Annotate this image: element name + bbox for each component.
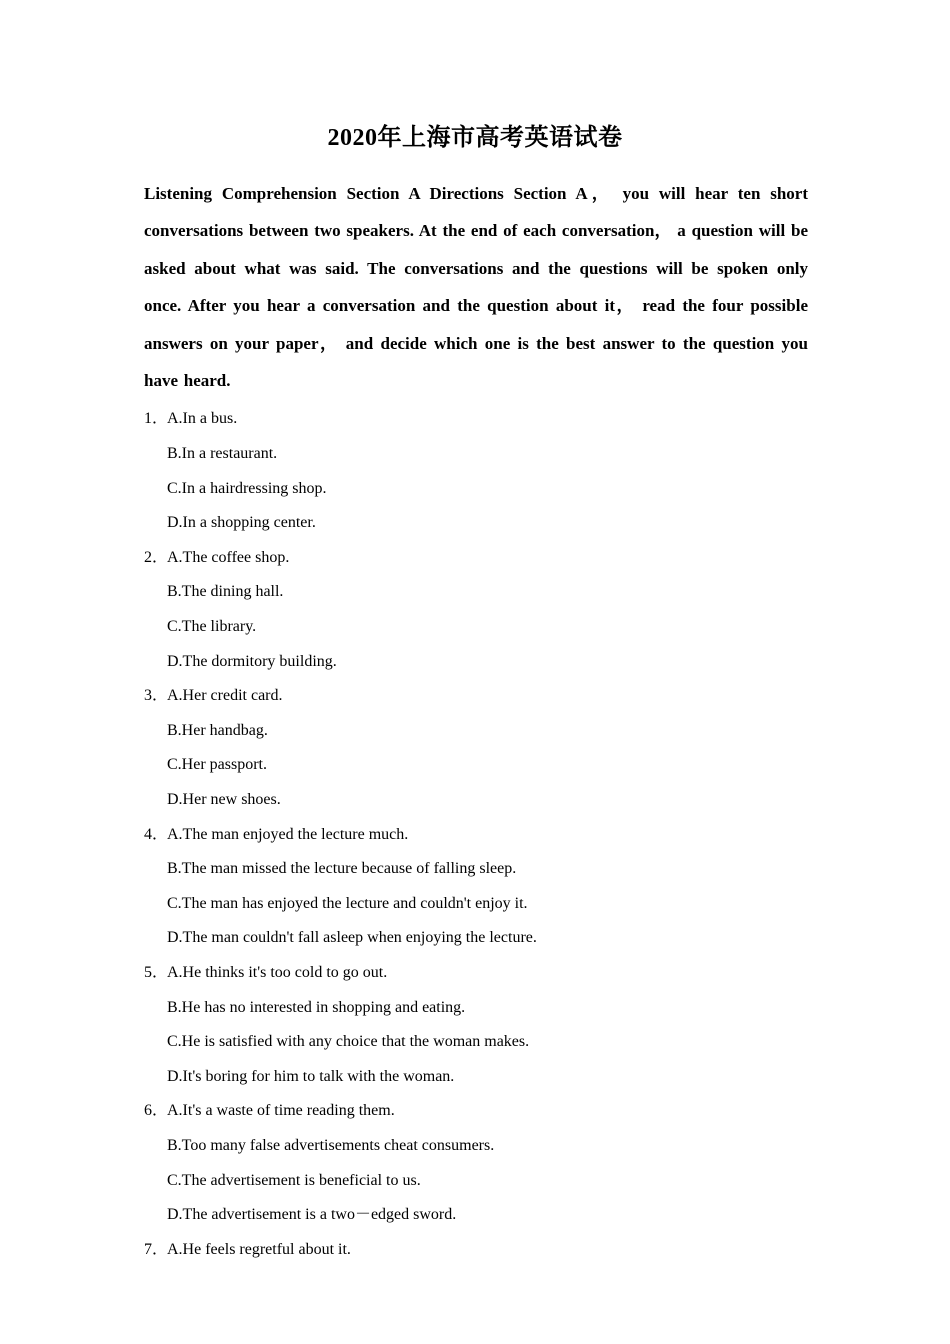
option-line xyxy=(144,852,808,887)
directions-paragraph: Listening Comprehension Section A Directions Section A， you will hear ten short conversations between two speakers. At the end of each conversation， a question will be asked about what was said. The conversations and the questions will be spoken only once. After you hear a conversation and the question about it， read the four possible answers on your paper， and decide which one is the best answer to the question you have heard. xyxy=(144,184,808,391)
option-line xyxy=(144,645,808,680)
option-line xyxy=(144,1164,808,1199)
option-text: D.The man couldn't fall asleep when enjoying the lecture. xyxy=(167,929,537,947)
option-text: B.He has no interested in shopping and eating. xyxy=(167,998,466,1016)
option-line xyxy=(144,1025,808,1060)
option-line xyxy=(144,991,808,1026)
question-number: 5． xyxy=(144,963,169,981)
question-item xyxy=(144,818,808,956)
option-line xyxy=(144,748,808,783)
question-number: 6． xyxy=(144,1102,169,1120)
question-number: 2． xyxy=(144,548,169,566)
option-line xyxy=(144,1094,808,1129)
option-text: A.The man enjoyed the lecture much. xyxy=(167,825,409,843)
option-text: A.It's a waste of time reading them. xyxy=(167,1102,395,1120)
option-text: C.The advertisement is beneficial to us. xyxy=(167,1171,421,1189)
question-number: 1． xyxy=(144,410,169,428)
option-line xyxy=(144,887,808,922)
question-item xyxy=(144,1233,808,1268)
option-text: B.The dining hall. xyxy=(167,583,284,601)
option-line xyxy=(144,1198,808,1233)
option-line xyxy=(144,610,808,645)
question-item xyxy=(144,541,808,679)
option-text: B.Her handbag. xyxy=(167,721,268,739)
option-text: A.He thinks it's too cold to go out. xyxy=(167,963,388,981)
option-text: D.In a shopping center. xyxy=(167,514,316,532)
option-line xyxy=(144,921,808,956)
option-text: A.He feels regretful about it. xyxy=(167,1240,351,1258)
option-text: A.In a bus. xyxy=(167,410,238,428)
option-text: C.The library. xyxy=(167,618,257,635)
option-text: C.He is satisfied with any choice that the woman makes. xyxy=(167,1033,530,1051)
option-line xyxy=(144,472,808,507)
option-line xyxy=(144,437,808,472)
question-number: 7． xyxy=(144,1240,169,1258)
option-line xyxy=(144,679,808,714)
option-text: D.It's boring for him to talk with the woman. xyxy=(167,1067,455,1085)
option-line xyxy=(144,714,808,749)
option-text: D.The advertisement is a two－edged sword. xyxy=(167,1206,457,1224)
option-line xyxy=(144,956,808,991)
option-text: B.The man missed the lecture because of falling sleep. xyxy=(167,860,517,878)
option-text: B.Too many false advertisements cheat consumers. xyxy=(167,1136,495,1154)
question-item xyxy=(144,402,808,540)
question-number: 4． xyxy=(144,825,169,843)
option-line xyxy=(144,1233,808,1268)
option-text: C.The man has enjoyed the lecture and couldn't enjoy it. xyxy=(167,894,528,912)
option-text: A.Her credit card. xyxy=(167,687,283,705)
question-list xyxy=(144,402,808,1267)
option-line xyxy=(144,1060,808,1095)
option-line xyxy=(144,541,808,576)
option-text: B.In a restaurant. xyxy=(167,445,278,463)
question-item xyxy=(144,679,808,817)
option-text: D.The dormitory building. xyxy=(167,652,337,670)
question-item xyxy=(144,1094,808,1232)
option-text: D.Her new shoes. xyxy=(167,790,281,808)
question-number: 3． xyxy=(144,687,169,705)
option-line xyxy=(144,783,808,818)
question-item xyxy=(144,956,808,1094)
option-line xyxy=(144,575,808,610)
option-line xyxy=(144,1129,808,1164)
option-line xyxy=(144,818,808,853)
option-line xyxy=(144,506,808,541)
option-text: A.The coffee shop. xyxy=(167,548,290,566)
option-text: C.In a hairdressing shop. xyxy=(167,479,327,497)
option-text: C.Her passport. xyxy=(167,756,267,774)
option-line xyxy=(144,402,808,437)
document-title: 2020年上海市高考英语试卷 xyxy=(327,125,623,151)
